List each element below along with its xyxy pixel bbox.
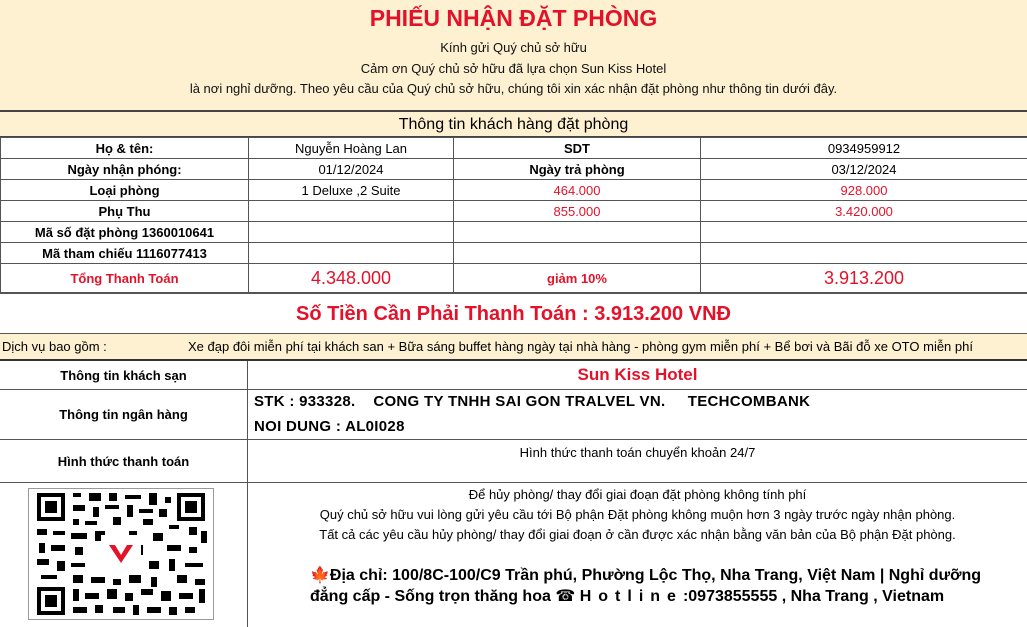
page-title: PHIẾU NHẬN ĐẶT PHÒNG bbox=[369, 5, 658, 31]
hotel-name: Sun Kiss Hotel bbox=[248, 361, 1027, 390]
table-row bbox=[1, 201, 1027, 222]
empty-cell bbox=[701, 243, 1027, 264]
header bbox=[0, 0, 1027, 110]
services-band bbox=[0, 333, 1027, 361]
total-amount: 4.348.000 bbox=[249, 264, 454, 293]
empty-cell bbox=[249, 222, 454, 243]
room-type: 1 Deluxe ,2 Suite bbox=[249, 180, 454, 201]
bank-label: Thông tin ngân hàng bbox=[0, 390, 248, 440]
room-total: 928.000 bbox=[701, 180, 1027, 201]
table-row bbox=[1, 138, 1027, 159]
table-row bbox=[1, 222, 1027, 243]
total-row bbox=[1, 264, 1027, 293]
surcharge-label: Phụ Thu bbox=[1, 201, 249, 222]
hotel-label: Thông tin khách sạn bbox=[0, 361, 248, 390]
checkin-label: Ngày nhận phóng: bbox=[1, 159, 249, 180]
thanks-line: Cảm ơn Quý chủ sở hữu đã lựa chọn Sun Kiss Hotel bbox=[360, 61, 667, 76]
phone-label: SDT bbox=[454, 138, 701, 159]
total-after-discount: 3.913.200 bbox=[701, 264, 1027, 293]
booking-code: Mã số đặt phòng 1360010641 bbox=[1, 222, 249, 243]
payment-method: Hình thức thanh toán chuyển khoản 24/7 bbox=[248, 440, 1027, 483]
reference-code: Mã tham chiếu 1116077413 bbox=[1, 243, 249, 264]
services-items: Xe đạp đôi miễn phí tại khách san + Bữa sáng buffet hàng ngày tại nhà hàng - phòng gym miễn phí + Bể bơi và Bãi đỗ xe OTO miễn phí bbox=[188, 339, 973, 354]
slogan: đẳng cấp - Sống trọn thăng hoa bbox=[310, 588, 556, 605]
empty-cell bbox=[249, 243, 454, 264]
empty-cell bbox=[454, 243, 701, 264]
hotline: :0973855555 , Nha Trang , Vietnam bbox=[682, 588, 945, 605]
booking-info-table bbox=[0, 137, 1027, 293]
bank-account: STK : 933328. CONG TY TNHH SAI GON TRALVEL VN. TECHCOMBANK bbox=[254, 393, 811, 410]
transfer-content: NOI DUNG : AL0I028 bbox=[254, 418, 405, 435]
guest-name: Nguyễn Hoàng Lan bbox=[249, 138, 454, 159]
room-price: 464.000 bbox=[454, 180, 701, 201]
checkin-date: 01/12/2024 bbox=[249, 159, 454, 180]
discount: giảm 10% bbox=[454, 264, 701, 293]
guest-phone: 0934959912 bbox=[701, 138, 1027, 159]
room-label: Loại phòng bbox=[1, 180, 249, 201]
surcharge-price: 855.000 bbox=[454, 201, 701, 222]
greeting: Kính gửi Quý chủ sở hữu bbox=[440, 40, 587, 55]
table-row bbox=[1, 243, 1027, 264]
services-label: Dịch vụ bao gồm : bbox=[2, 339, 107, 354]
request-note: Quý chủ sở hữu vui lòng gửi yêu cầu tới Bộ phận Đặt phòng không muộn hơn 3 ngày trước ngày nhận phòng. bbox=[319, 507, 956, 522]
address-text: Địa chỉ: 100/8C-100/C9 Trần phú, Phường Lộc Thọ, Nha Trang, Việt Nam | Nghỉ dưỡng bbox=[329, 567, 982, 584]
bank-info bbox=[248, 390, 1027, 440]
qr-code bbox=[28, 488, 214, 620]
amount-due: Số Tiền Cần Phải Thanh Toán : 3.913.200 VNĐ bbox=[0, 293, 1027, 333]
confirmation-line: là nơi nghỉ dưỡng. Theo yêu cầu của Quý chủ sở hữu, chúng tôi xin xác nhận đặt phòng như thông tin dưới đây. bbox=[189, 81, 838, 96]
payment-label: Hình thức thanh toán bbox=[0, 440, 248, 483]
total-label: Tổng Thanh Toán bbox=[1, 264, 249, 293]
address-block bbox=[310, 565, 1022, 607]
surcharge-total: 3.420.000 bbox=[701, 201, 1027, 222]
empty-cell bbox=[701, 222, 1027, 243]
name-label: Họ & tên: bbox=[1, 138, 249, 159]
telephone-icon: ☎ bbox=[555, 588, 576, 605]
confirmation-note: Tất cả các yêu cầu hủy phòng/ thay đổi giai đoạn ở cần được xác nhận bằng văn bản của Bộ phận Đặt phòng. bbox=[319, 527, 956, 542]
checkout-date: 03/12/2024 bbox=[701, 159, 1027, 180]
empty-cell bbox=[454, 222, 701, 243]
section-title: Thông tin khách hàng đặt phòng bbox=[0, 110, 1027, 137]
qr-code-icon bbox=[29, 489, 213, 619]
checkout-label: Ngày trả phòng bbox=[454, 159, 701, 180]
cancellation-note: Để hủy phòng/ thay đổi giai đoạn đặt phòng không tính phí bbox=[468, 487, 807, 502]
notes-cell bbox=[248, 483, 1027, 627]
table-row bbox=[1, 159, 1027, 180]
surcharge-empty bbox=[249, 201, 454, 222]
table-row bbox=[1, 180, 1027, 201]
hotline-label: Hotline bbox=[579, 588, 683, 605]
maple-leaf-icon: 🍁 bbox=[310, 567, 330, 584]
